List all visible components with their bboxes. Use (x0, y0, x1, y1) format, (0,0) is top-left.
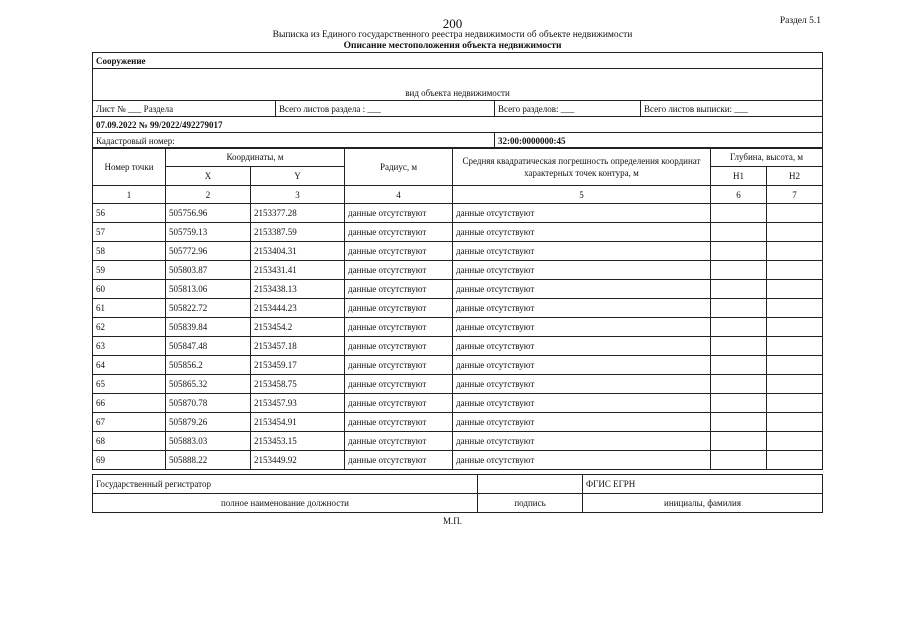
h1-cell (711, 242, 767, 261)
x-coordinate-cell: 505856.2 (166, 356, 251, 375)
object-info-table (92, 52, 823, 149)
y-coordinate-cell: 2153459.17 (251, 356, 345, 375)
header-x: X (166, 167, 251, 186)
header-y: Y (251, 167, 345, 186)
table-row (93, 223, 823, 242)
position-caption: полное наименование должности (93, 494, 478, 513)
y-coordinate-cell: 2153454.91 (251, 413, 345, 432)
col-number: 1 (93, 186, 166, 204)
header-depth: Глубина, высота, м (711, 148, 823, 167)
error-cell: данные отсутствуют (453, 242, 711, 261)
radius-cell: данные отсутствуют (345, 375, 453, 394)
h1-cell (711, 261, 767, 280)
signature-caption: подпись (478, 494, 583, 513)
table-row (93, 337, 823, 356)
header-coordinates: Координаты, м (166, 148, 345, 167)
table-row (93, 318, 823, 337)
point-number-cell: 67 (93, 413, 166, 432)
radius-cell: данные отсутствуют (345, 451, 453, 470)
error-cell: данные отсутствуют (453, 432, 711, 451)
table-row (93, 413, 823, 432)
x-coordinate-cell: 505772.96 (166, 242, 251, 261)
y-coordinate-cell: 2153444.23 (251, 299, 345, 318)
y-coordinate-cell: 2153431.41 (251, 261, 345, 280)
h2-cell (767, 204, 823, 223)
point-number-cell: 66 (93, 394, 166, 413)
error-cell: данные отсутствуют (453, 337, 711, 356)
section-label: Раздел 5.1 (779, 16, 821, 26)
y-coordinate-cell: 2153458.75 (251, 375, 345, 394)
h1-cell (711, 356, 767, 375)
h2-cell (767, 413, 823, 432)
radius-cell: данные отсутствуют (345, 413, 453, 432)
col-number: 7 (767, 186, 823, 204)
radius-cell: данные отсутствуют (345, 394, 453, 413)
table-row (93, 432, 823, 451)
table-row (93, 451, 823, 470)
radius-cell: данные отсутствуют (345, 223, 453, 242)
point-number-cell: 63 (93, 337, 166, 356)
radius-cell: данные отсутствуют (345, 280, 453, 299)
extract-sheets-total: Всего листов выписки: ___ (641, 101, 823, 117)
h2-cell (767, 318, 823, 337)
stamp-place: М.П. (442, 516, 462, 526)
h2-cell (767, 280, 823, 299)
y-coordinate-cell: 2153454.2 (251, 318, 345, 337)
point-number-cell: 61 (93, 299, 166, 318)
y-coordinate-cell: 2153457.18 (251, 337, 345, 356)
h2-cell (767, 223, 823, 242)
header-error: Средняя квадратическая погрешность определения координат характерных точек контура, м (453, 148, 711, 186)
system-name: ФГИС ЕГРН (583, 475, 823, 494)
radius-cell: данные отсутствуют (345, 261, 453, 280)
x-coordinate-cell: 505847.48 (166, 337, 251, 356)
h1-cell (711, 223, 767, 242)
col-number: 3 (251, 186, 345, 204)
error-cell: данные отсутствуют (453, 223, 711, 242)
name-caption: инициалы, фамилия (583, 494, 823, 513)
object-type-caption: вид объекта недвижимости (93, 85, 823, 101)
h1-cell (711, 375, 767, 394)
point-number-cell: 58 (93, 242, 166, 261)
y-coordinate-cell: 2153449.92 (251, 451, 345, 470)
x-coordinate-cell: 505822.72 (166, 299, 251, 318)
y-coordinate-cell: 2153377.28 (251, 204, 345, 223)
y-coordinate-cell: 2153457.93 (251, 394, 345, 413)
h1-cell (711, 394, 767, 413)
x-coordinate-cell: 505888.22 (166, 451, 251, 470)
h2-cell (767, 451, 823, 470)
point-number-cell: 57 (93, 223, 166, 242)
error-cell: данные отсутствуют (453, 356, 711, 375)
document-subtitle: Описание местоположения объекта недвижимости (343, 41, 562, 51)
header-h1: H1 (711, 167, 767, 186)
error-cell: данные отсутствуют (453, 451, 711, 470)
error-cell: данные отсутствуют (453, 375, 711, 394)
h2-cell (767, 242, 823, 261)
table-row (93, 204, 823, 223)
point-number-cell: 64 (93, 356, 166, 375)
point-number-cell: 69 (93, 451, 166, 470)
error-cell: данные отсутствуют (453, 413, 711, 432)
radius-cell: данные отсутствуют (345, 318, 453, 337)
radius-cell: данные отсутствуют (345, 204, 453, 223)
header-point-number: Номер точки (93, 148, 166, 186)
error-cell: данные отсутствуют (453, 318, 711, 337)
radius-cell: данные отсутствуют (345, 299, 453, 318)
y-coordinate-cell: 2153438.13 (251, 280, 345, 299)
h1-cell (711, 204, 767, 223)
error-cell: данные отсутствуют (453, 261, 711, 280)
cadastral-number-label: Кадастровый номер: (93, 133, 495, 149)
object-type: Сооружение (93, 53, 823, 69)
x-coordinate-cell: 505759.13 (166, 223, 251, 242)
table-row (93, 261, 823, 280)
h2-cell (767, 299, 823, 318)
h1-cell (711, 299, 767, 318)
h2-cell (767, 432, 823, 451)
sheet-number: Лист № ___ Раздела (93, 101, 276, 117)
registrar-label: Государственный регистратор (93, 475, 478, 494)
x-coordinate-cell: 505865.32 (166, 375, 251, 394)
header-radius: Радиус, м (345, 148, 453, 186)
point-number-cell: 60 (93, 280, 166, 299)
sections-total: Всего разделов: ___ (495, 101, 641, 117)
section-sheets-total: Всего листов раздела : ___ (276, 101, 495, 117)
coordinates-table (92, 147, 823, 470)
table-row (93, 356, 823, 375)
h1-cell (711, 318, 767, 337)
col-number: 6 (711, 186, 767, 204)
error-cell: данные отсутствуют (453, 280, 711, 299)
error-cell: данные отсутствуют (453, 299, 711, 318)
cadastral-number-value: 32:00:0000000:45 (495, 133, 823, 149)
page-number: 200 (442, 16, 463, 31)
error-cell: данные отсутствуют (453, 204, 711, 223)
x-coordinate-cell: 505883.03 (166, 432, 251, 451)
radius-cell: данные отсутствуют (345, 356, 453, 375)
radius-cell: данные отсутствуют (345, 432, 453, 451)
y-coordinate-cell: 2153453.15 (251, 432, 345, 451)
table-row (93, 280, 823, 299)
signature-blank (478, 475, 583, 494)
h1-cell (711, 337, 767, 356)
document-title: Выписка из Единого государственного реестра недвижимости об объекте недвижимости (272, 30, 633, 40)
header-h2: H2 (767, 167, 823, 186)
col-number: 2 (166, 186, 251, 204)
y-coordinate-cell: 2153387.59 (251, 223, 345, 242)
table-row (93, 375, 823, 394)
signature-table (92, 474, 823, 513)
h1-cell (711, 413, 767, 432)
table-row (93, 242, 823, 261)
col-number: 4 (345, 186, 453, 204)
h1-cell (711, 280, 767, 299)
point-number-cell: 59 (93, 261, 166, 280)
h1-cell (711, 432, 767, 451)
h2-cell (767, 261, 823, 280)
x-coordinate-cell: 505756.96 (166, 204, 251, 223)
table-row (93, 299, 823, 318)
h2-cell (767, 356, 823, 375)
x-coordinate-cell: 505813.06 (166, 280, 251, 299)
x-coordinate-cell: 505879.26 (166, 413, 251, 432)
object-type-blank (93, 69, 823, 86)
point-number-cell: 68 (93, 432, 166, 451)
col-number: 5 (453, 186, 711, 204)
extract-date-number: 07.09.2022 № 99/2022/492279017 (93, 117, 823, 133)
point-number-cell: 65 (93, 375, 166, 394)
h2-cell (767, 375, 823, 394)
radius-cell: данные отсутствуют (345, 242, 453, 261)
y-coordinate-cell: 2153404.31 (251, 242, 345, 261)
x-coordinate-cell: 505839.84 (166, 318, 251, 337)
point-number-cell: 56 (93, 204, 166, 223)
x-coordinate-cell: 505870.78 (166, 394, 251, 413)
x-coordinate-cell: 505803.87 (166, 261, 251, 280)
error-cell: данные отсутствуют (453, 394, 711, 413)
h2-cell (767, 337, 823, 356)
table-row (93, 394, 823, 413)
radius-cell: данные отсутствуют (345, 337, 453, 356)
h1-cell (711, 451, 767, 470)
h2-cell (767, 394, 823, 413)
point-number-cell: 62 (93, 318, 166, 337)
